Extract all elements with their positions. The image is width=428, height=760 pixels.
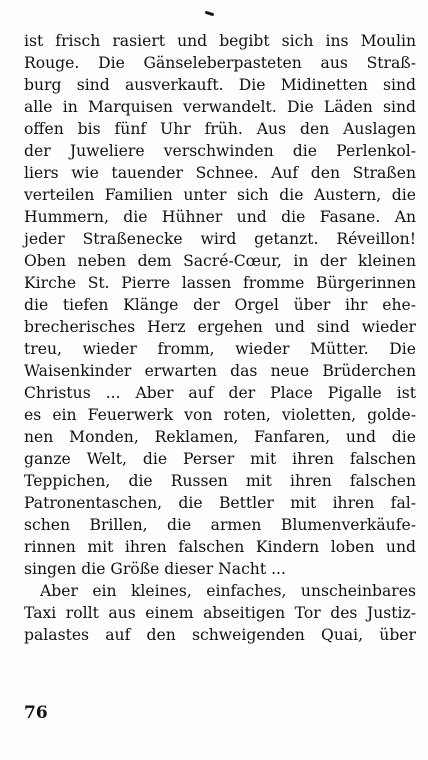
- text-line: nen Monden, Reklamen, Fanfaren, und die: [24, 428, 416, 446]
- text-line: liers wie tauender Schnee. Auf den Straßen: [24, 164, 416, 182]
- text-line: Christus ... Aber auf der Place Pigalle ist: [24, 384, 416, 402]
- text-line: rinnen mit ihren falschen Kindern loben und: [24, 538, 416, 556]
- text-line: schen Brillen, die armen Blumenverkäufe-: [24, 516, 416, 534]
- text-line: die tiefen Klänge der Orgel über ihr ehe-: [24, 296, 416, 314]
- text-line: singen die Größe dieser Nacht ...: [24, 560, 286, 578]
- ink-mark: [205, 11, 214, 17]
- text-line: Patronentaschen, die Bettler mit ihren fal-: [24, 494, 416, 512]
- text-line: ist frisch rasiert und begibt sich ins Moulin: [24, 32, 416, 50]
- text-line: treu, wieder fromm, wieder Mütter. Die: [24, 340, 416, 358]
- text-line: Waisenkinder erwarten das neue Brüderchen: [24, 362, 416, 380]
- text-line: offen bis fünf Uhr früh. Aus den Auslagen: [24, 120, 416, 138]
- text-line: Oben neben dem Sacré-Cœur, in der kleinen: [24, 252, 416, 270]
- text-line: ganze Welt, die Perser mit ihren falschen: [24, 450, 416, 468]
- text-line: jeder Straßenecke wird getanzt. Réveillon!: [24, 230, 416, 248]
- text-line: Teppichen, die Russen mit ihren falschen: [24, 472, 416, 490]
- text-line: verteilen Familien unter sich die Austern, die: [24, 186, 416, 204]
- text-line: brecherisches Herz ergehen und sind wieder: [24, 318, 416, 336]
- text-line: alle in Marquisen verwandelt. Die Läden sind: [24, 98, 416, 116]
- text-line: burg sind ausverkauft. Die Midinetten sind: [24, 76, 416, 94]
- text-line: Rouge. Die Gänseleberpasteten aus Straß-: [24, 54, 416, 72]
- text-line: Aber ein kleines, einfaches, unscheinbares: [40, 582, 416, 600]
- text-line: der Juweliere verschwinden die Perlenkol-: [24, 142, 416, 160]
- text-line: palastes auf den schweigenden Quai, über: [24, 626, 416, 644]
- text-line: Taxi rollt aus einem abseitigen Tor des Justiz-: [24, 604, 416, 622]
- text-line: Kirche St. Pierre lassen fromme Bürgerinnen: [24, 274, 416, 292]
- page-number: 76: [24, 703, 48, 723]
- body-text: [24, 30, 416, 646]
- text-line: es ein Feuerwerk von roten, violetten, golde-: [24, 406, 416, 424]
- text-line: Hummern, die Hühner und die Fasane. An: [24, 208, 416, 226]
